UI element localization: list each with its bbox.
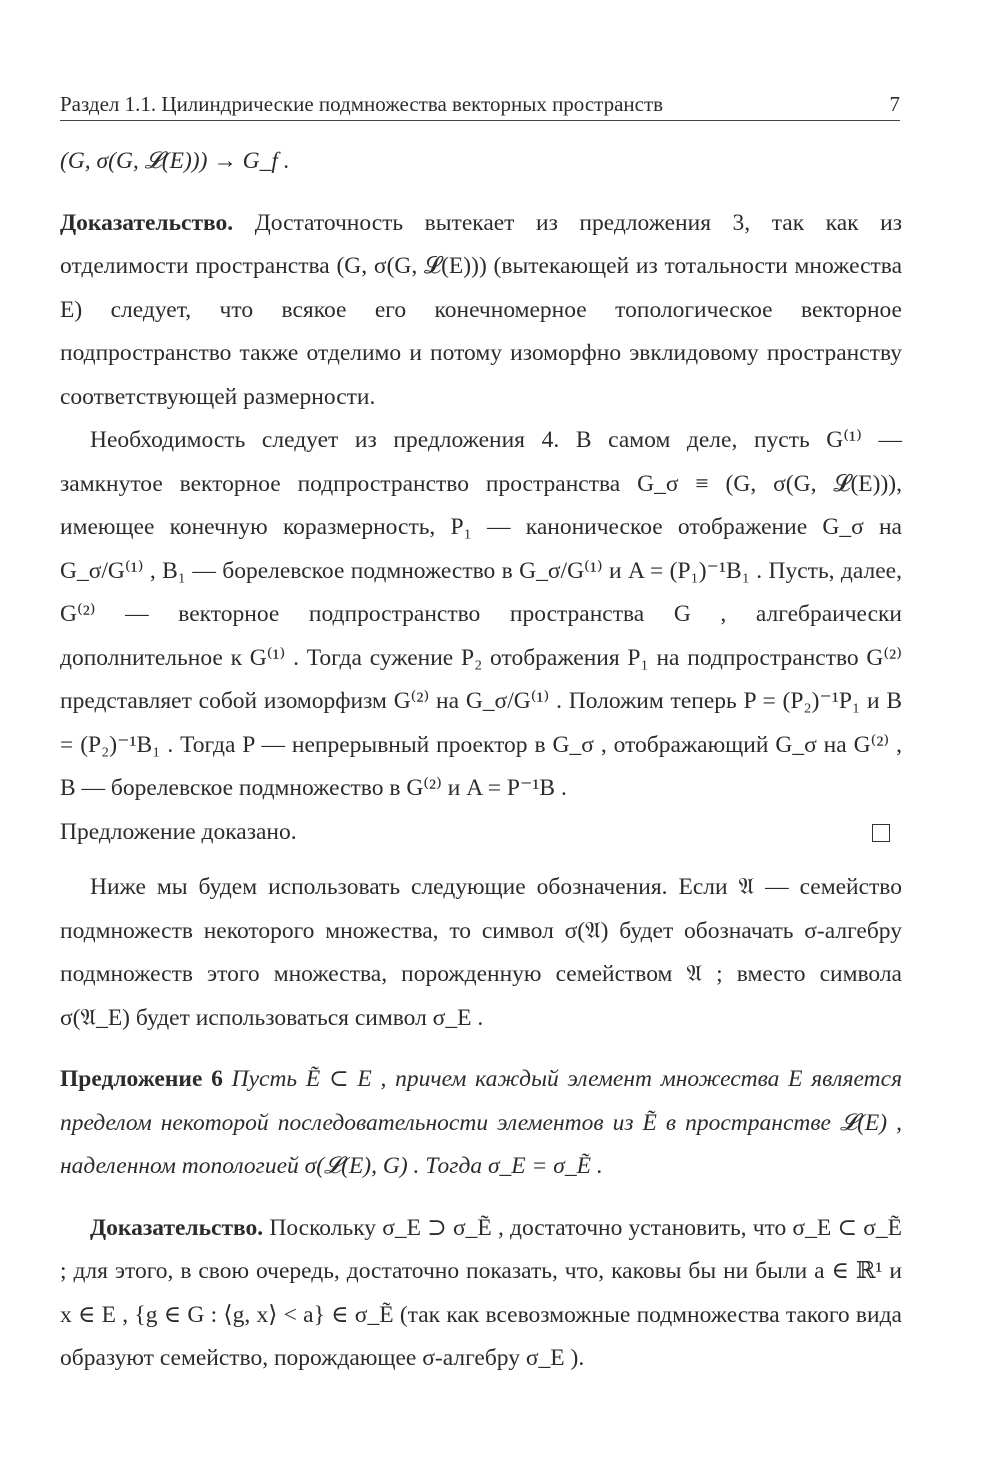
proof-label-2: Доказательство. bbox=[90, 1214, 264, 1241]
qed-square-icon bbox=[872, 824, 890, 842]
proof-text: Достаточность вытекает из предложения 3, так как из отделимости пространства (G, σ(G, 𝓛(E))) (вытекающей из тотальности множества E) следует, что всякое его конечномерное топологическое векторное подпространство также отделимо и потому изоморфно эвклидовому пространству соответствующей размерности. bbox=[60, 209, 902, 410]
proposition-label: Предложение 6 bbox=[60, 1066, 223, 1092]
section-title: Раздел 1.1. Цилиндрические подмножества векторных пространств bbox=[60, 92, 664, 116]
page-body bbox=[60, 140, 902, 1381]
page-number: 7 bbox=[889, 92, 900, 116]
proof-paragraph-2: Необходимость следует из предложения 4. В самом деле, пусть G⁽¹⁾ — замкнутое векторное подпространство пространства G_σ ≡ (G, σ(G, 𝓛(E))), имеющее конечную коразмерность, P₁ — каноническое отображение G_σ на G_σ/G⁽¹⁾ , B₁ — борелевское подмножество в G_σ/G⁽¹⁾ и A = (P₁)⁻¹B₁ . Пусть, далее, G⁽²⁾ — векторное подпространство пространства G , алгебраически дополнительное к G⁽¹⁾ . Тогда сужение P₂ отображения P₁ на подпространство G⁽²⁾ представляет собой изоморфизм G⁽²⁾ на G_σ/G⁽¹⁾ . Положим теперь P = (P₂)⁻¹P₁ и B = (P₂)⁻¹B₁ . Тогда P — непрерывный проектор в G_σ , отображающий G_σ на G⁽²⁾ , B — борелевское подмножество в G⁽²⁾ и A = P⁻¹B . bbox=[60, 427, 902, 801]
proof-text-2: Поскольку σ_E ⊃ σ_Ẽ , достаточно установить, что σ_E ⊂ σ_Ẽ ; для этого, в свою очередь, достаточно показать, что, каковы бы ни были a ∈ ℝ¹ и x ∈ E , {g ∈ G : ⟨g, x⟩ < a} ∈ σ_Ẽ (так как всевозможные подмножества такого вида образуют семейство, порождающее σ-алгебру σ_E ). bbox=[60, 1214, 903, 1371]
running-header bbox=[60, 92, 900, 121]
proof-label: Доказательство. bbox=[60, 209, 234, 236]
proposition-text: Пусть Ẽ ⊂ E , причем каждый элемент множества E является пределом некоторой последовательности элементов из Ẽ в пространстве 𝓛(E) , наделенном топологией σ(𝓛(E), G) . Тогда σ_E = σ_Ẽ . bbox=[60, 1066, 902, 1179]
proof-paragraph-1 bbox=[60, 202, 902, 420]
notation-paragraph: Ниже мы будем использовать следующие обозначения. Если 𝔄 — семейство подмножеств некоторого множества, то символ σ(𝔄) будет обозначать σ-алгебру подмножеств этого множества, порожденную семейством 𝔄 ; вместо символа σ(𝔄_E) будет использоваться символ σ_E . bbox=[60, 874, 902, 1031]
proof-end-line bbox=[60, 811, 902, 855]
formula-top: (G, σ(G, 𝓛(E))) → G_f . bbox=[60, 148, 290, 174]
proposition-6 bbox=[60, 1058, 902, 1189]
proof-end-text: Предложение доказано. bbox=[60, 818, 297, 845]
proof-paragraph-3 bbox=[60, 1207, 902, 1381]
